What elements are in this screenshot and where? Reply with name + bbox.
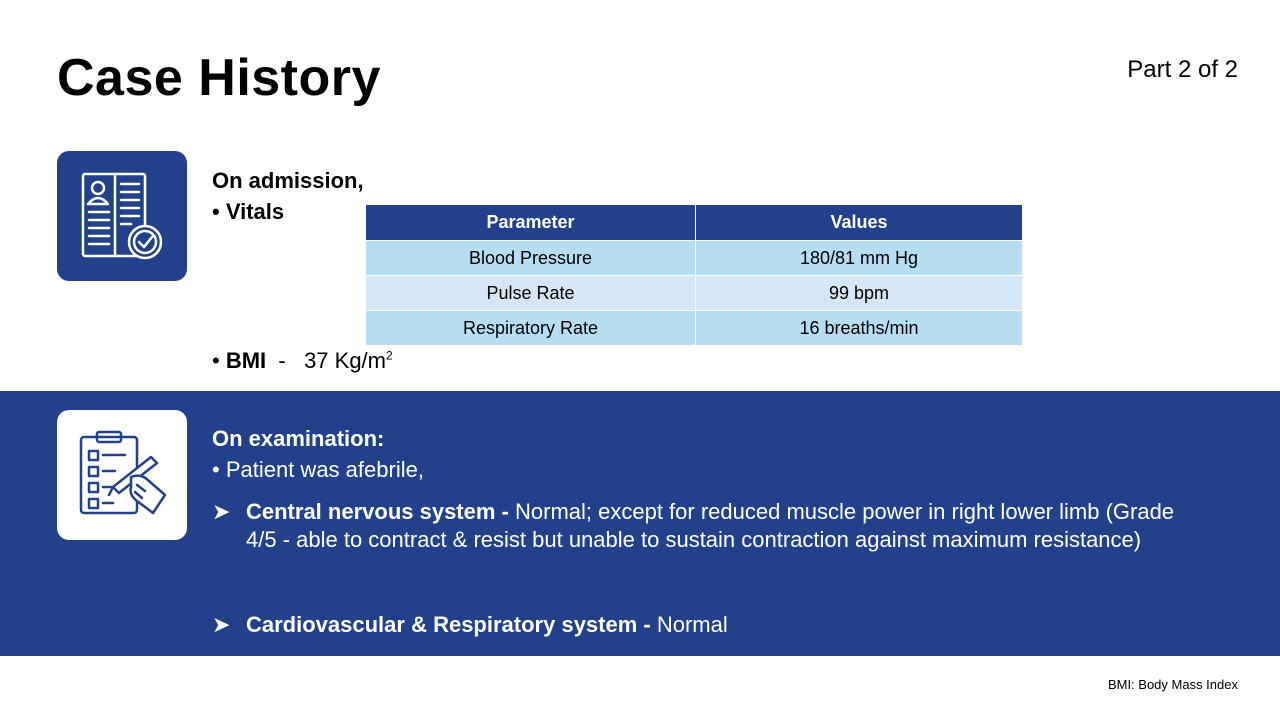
cns-item	[212, 498, 1176, 554]
examination-heading: On examination:	[212, 426, 385, 451]
admission-heading: On admission,	[212, 168, 364, 193]
vitals-table	[366, 205, 1023, 345]
page-title: Case History	[57, 49, 381, 107]
afebrile-bullet: • Patient was afebrile,	[212, 457, 424, 482]
afebrile-text: Patient was afebrile,	[225, 457, 424, 482]
vitals-label: • Vitals	[212, 199, 285, 224]
patient-record-icon-box	[57, 151, 187, 281]
cardio-respiratory-label: Cardiovascular & Respiratory system -	[246, 612, 651, 637]
value-cell: 180/81 mm Hg	[696, 241, 1023, 276]
part-indicator: Part 2 of 2	[1127, 56, 1238, 83]
bmi-label: BMI	[225, 348, 267, 373]
cardio-respiratory-item	[212, 611, 1176, 639]
cardio-respiratory-text: Normal	[656, 612, 728, 637]
value-cell: 99 bpm	[696, 276, 1023, 311]
table-header-row	[366, 205, 1023, 241]
checklist-icon-box	[57, 410, 187, 540]
bmi-separator: -	[278, 348, 286, 373]
checklist-clipboard-icon	[75, 429, 169, 521]
cns-label: Central nervous system -	[246, 499, 509, 524]
column-header-parameter: Parameter	[366, 205, 696, 241]
cns-text: Normal; except for reduced muscle power in right lower limb (Grade 4/5 - able to contract & resist but unable to sustain contraction against maximum resistance)	[246, 499, 1175, 552]
bmi-line: • BMI - 37 $Kg/m^2$	[212, 348, 393, 373]
parameter-cell: Respiratory Rate	[366, 311, 696, 346]
table-row	[366, 276, 1023, 311]
arrow-bullet-icon: ➤	[212, 499, 231, 524]
column-header-values: Values	[696, 205, 1023, 241]
patient-record-check-icon	[79, 170, 165, 262]
table-row	[366, 241, 1023, 276]
bmi-value: 37 Kg/m	[304, 348, 386, 373]
vitals-label-text: Vitals	[225, 199, 285, 224]
parameter-cell: Blood Pressure	[366, 241, 696, 276]
footnote: BMI: Body Mass Index	[1107, 677, 1238, 692]
arrow-bullet-icon: ➤	[212, 612, 231, 637]
bmi-superscript: 2	[386, 348, 393, 363]
table-row	[366, 311, 1023, 346]
parameter-cell: Pulse Rate	[366, 276, 696, 311]
value-cell: 16 breaths/min	[696, 311, 1023, 346]
